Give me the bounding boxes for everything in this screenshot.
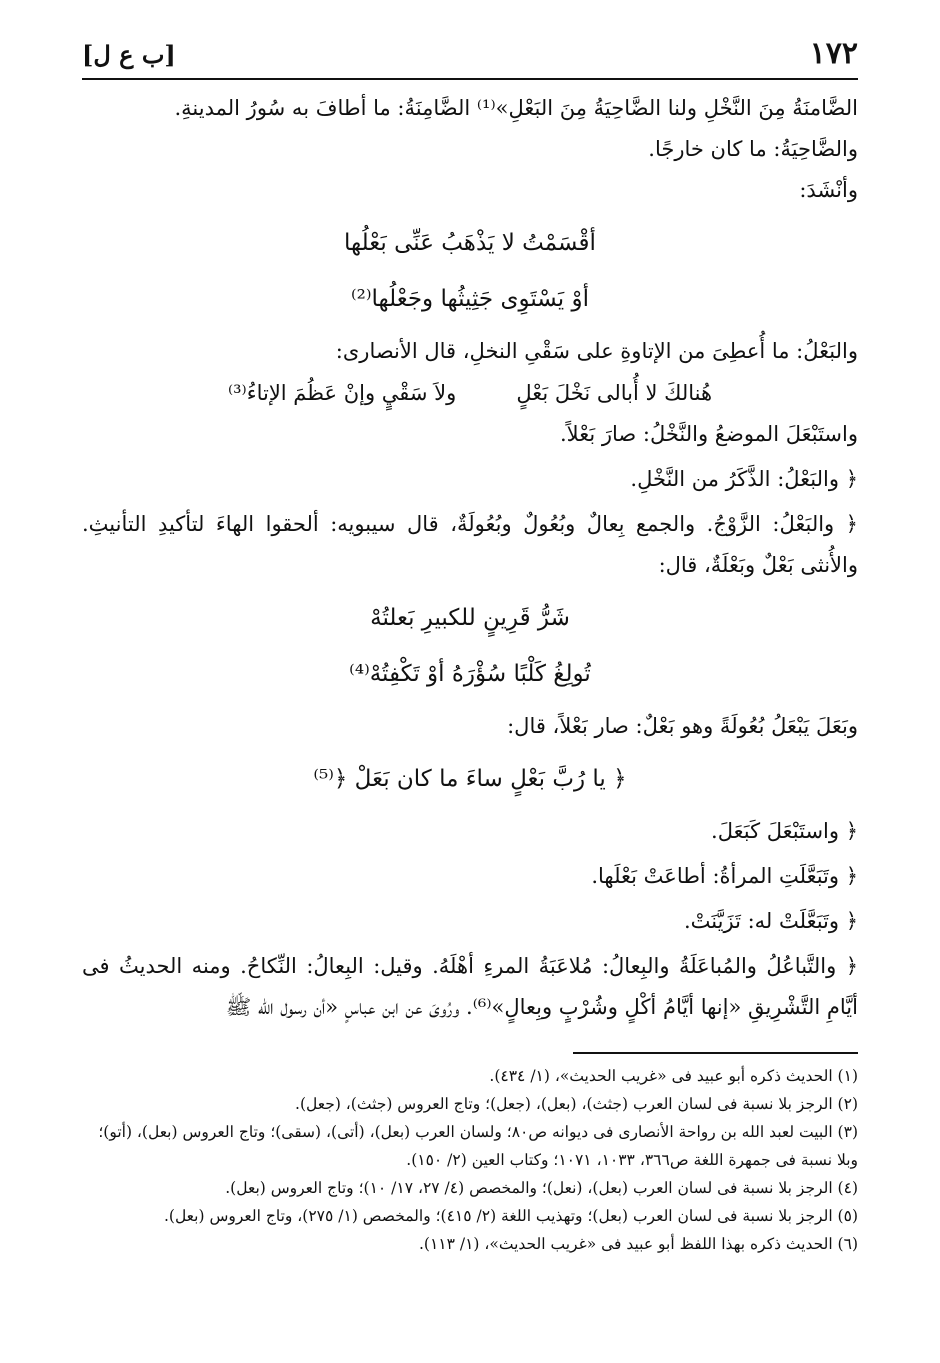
- footnote-2: (٢) الرجز بلا نسبة فى لسان العرب (جثث)، (بعل)، (جعل)؛ وتاج العروس (جثث)، (جعل).: [295, 1095, 858, 1113]
- main-text: [82, 88, 858, 1028]
- paragraph-2: والضَّاحِيَةُ: ما كان خارجًا.: [648, 137, 858, 161]
- verse-2-first-hemistich: هُنالكَ لا أُبالى نَخْلَ بَعْلٍ: [516, 381, 713, 405]
- entry-tabaalat-adorned: ﴿ وتَبَعَّلَتْ له: تَزَيَّنَتْ.: [684, 909, 858, 933]
- verse-2-second-hemistich: ولاَ سَقْيٍ وإنْ عَظُمَ الإتاءُ⁽³⁾: [227, 381, 457, 405]
- entry-husband: ﴿ والبَعْلُ: الزَّوْجُ. والجمع بِعالٌ وبُعُولٌ وبُعُولَةٌ، قال سيبويه: ألحقوا الهاءَ لتأكيدِ التأنيثِ. والأُنثى بَعْلٌ وبَعْلَةٌ، قال:: [82, 512, 858, 577]
- entry-istabaala: ﴿ واستَبْعَلَ كَبَعَلَ.: [711, 819, 858, 843]
- paragraph-1: الضَّامنَةُ مِنَ النَّخْلِ ولنا الضَّاحِيَةُ مِنَ البَعْلِ»⁽¹⁾ الضَّامِنَةُ: ما أطافَ به سُورُ المدينةِ.: [174, 96, 858, 120]
- entry-tabaalat-obeyed: ﴿ وتَبَعَّلَتِ المرأةُ: أطاعَتْ بَعْلَها.: [591, 864, 858, 888]
- footnotes: [82, 1062, 858, 1258]
- paragraph-8: وبَعَلَ يَبْعَلُ بُعُولَةً وهو بَعْلٌ: صار بَعْلاً، قال:: [507, 714, 858, 738]
- verse-1-line-1: أقْسَمْتُ لا يَذْهَبُ عَنِّى بَعْلُها: [344, 230, 596, 256]
- verse-3-line-1: شَرُّ قَرِينٍ للكبيرِ بَعلتُهْ: [370, 605, 570, 631]
- footnote-3: (٣) البيت لعبد الله بن رواحة الأنصارى فى ديوانه ص٨٠؛ ولسان العرب (بعل)، (أتى)، (سقى)؛ وتاج العروس (بعل)، (أتو)؛ وبلا نسبة فى جمهرة اللغة ص٣٦٦، ١٠٣٣، ١٠٧١؛ وكتاب العين (٢/ ١٥٠).: [98, 1123, 858, 1169]
- verse-2: [82, 372, 858, 414]
- footnote-4: (٤) الرجز بلا نسبة فى لسان العرب (بعل)، (نعل)؛ والمخصص (٤/ ٢٧، ١٧/ ١٠)؛ وتاج العروس (بعل).: [225, 1179, 858, 1197]
- footnote-1: (١) الحديث ذكره أبو عبيد فى «غريب الحديث»، (١/ ٤٣٤).: [489, 1067, 858, 1085]
- verse-1-line-2: أوْ يَسْتَوِى جَثِيثُها وجَعْلُها⁽²⁾: [350, 286, 589, 312]
- page-number: ١٧٢: [809, 36, 858, 71]
- paragraph-4: والبَعْلُ: ما أُعطِىَ من الإتاوةِ على سَقْىِ النخلِ، قال الأنصارى:: [335, 339, 858, 363]
- entry-tabaul: ﴿ والتَّباعُلُ والمُباعَلَةُ والبِعالُ: مُلاعَبَةُ المرءِ أهْلَهُ. وقيل: البِعالُ: النِّكاحُ. ومنه الحديثُ فى أيَّامِ التَّشْرِيقِ «إنها أيَّامُ أكْلٍ وشُرْبٍ وبِعالٍ»⁽⁶⁾. ورُوىَ عن ابن عباسٍ «أن رسول الله ﷺ: [82, 954, 858, 1019]
- page-header: [82, 30, 858, 80]
- entry-male-palm: ﴿ والبَعْلُ: الذَّكَرُ من النَّخْلِ.: [630, 467, 858, 491]
- footnote-5: (٥) الرجز بلا نسبة فى لسان العرب (بعل)؛ وتهذيب اللغة (٢/ ٤١٥)؛ والمخصص (١/ ٢٧٥)، وتاج العروس (بعل).: [163, 1207, 858, 1225]
- footnote-6: (٦) الحديث ذكره بهذا اللفظ أبو عبيد فى «غريب الحديث»، (١/ ١١٣).: [418, 1235, 858, 1253]
- root-label: [ب ع ل]: [82, 40, 176, 69]
- verse-4: ﴿ يا رُبَّ بَعْلٍ ساءَ ما كان بَعَلْ ﴿⁽⁵⁾: [313, 766, 627, 792]
- verse-3-line-2: تُولِغُ كَلْبًا سُؤْرَهُ أوْ تَكْفِتُهْ⁽⁴⁾: [349, 661, 591, 687]
- paragraph-3: وأنْشَدَ:: [799, 178, 858, 202]
- paragraph-5: واستَبْعَلَ الموضعُ والنَّخْلُ: صارَ بَعْلاً.: [559, 422, 858, 446]
- footnote-separator: [573, 1052, 858, 1054]
